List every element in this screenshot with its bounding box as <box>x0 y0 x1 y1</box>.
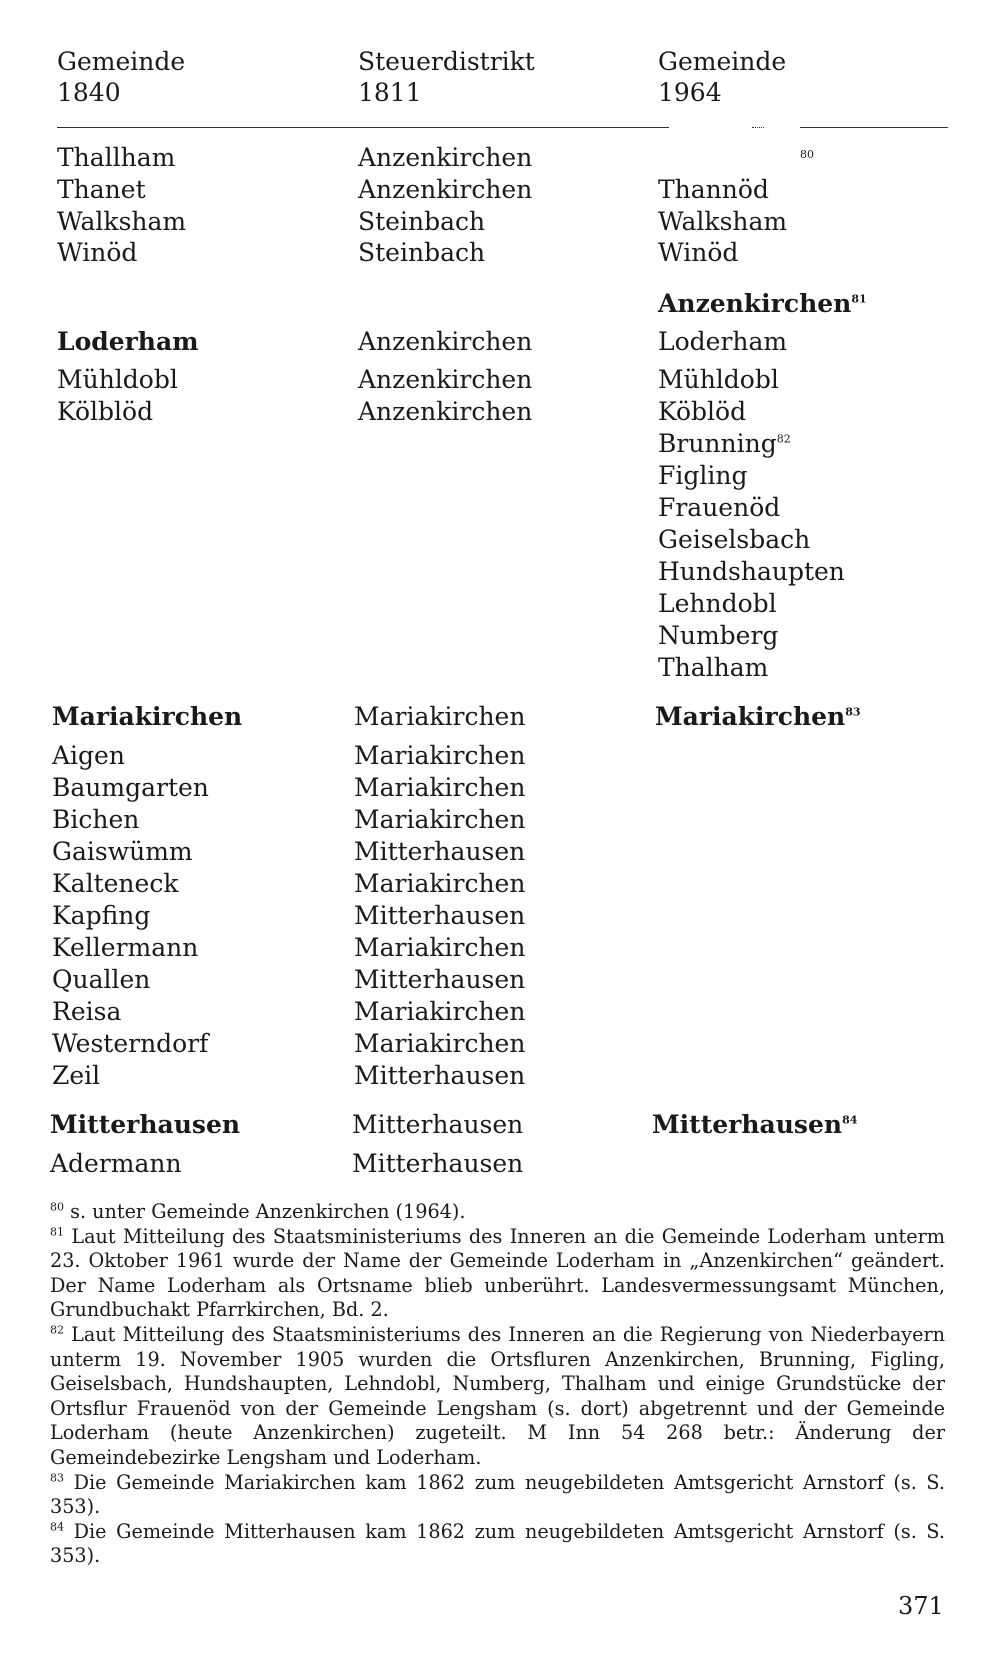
place-1840: Adermann <box>50 1149 182 1178</box>
footnote-number: 82 <box>50 1323 64 1337</box>
footnote-text: s. unter Gemeinde Anzenkirchen (1964). <box>70 1200 466 1223</box>
footnote-number: 84 <box>50 1520 64 1534</box>
place-1840: Winöd <box>57 238 138 267</box>
col1-header-line2: 1840 <box>57 78 121 107</box>
footnote-ref-83: 83 <box>845 705 861 719</box>
place-1840: Thanet <box>57 175 146 204</box>
page-number: 371 <box>898 1592 944 1620</box>
district-1811: Anzenkirchen <box>358 175 533 204</box>
place-1840: Zeil <box>52 1061 101 1090</box>
header-rule-right <box>800 127 948 128</box>
footnote-ref-80: 80 <box>800 148 814 161</box>
col2-header-line1: Steuerdistrikt <box>358 47 535 76</box>
place-1964: Geiselsbach <box>658 525 811 554</box>
place-1840: Aigen <box>52 741 125 770</box>
place-1840: Westerndorf <box>52 1029 209 1058</box>
district-1811: Mariakirchen <box>354 933 526 962</box>
place-1840: Kapfing <box>52 901 151 930</box>
district-1811: Mitterhausen <box>352 1149 524 1178</box>
municipality-1840-heading: Mariakirchen <box>52 702 243 731</box>
footnote-82 <box>50 1323 945 1471</box>
header-rule-left <box>57 127 669 128</box>
district-1811: Anzenkirchen <box>358 327 533 356</box>
place-1840: Thallham <box>57 143 176 172</box>
footnote-number: 81 <box>50 1225 64 1239</box>
municipality-1840-heading: Mitterhausen <box>50 1110 241 1139</box>
place-1964: Winöd <box>658 238 739 267</box>
district-1811: Mariakirchen <box>354 741 526 770</box>
district-1811: Mariakirchen <box>354 773 526 802</box>
municipality-1964-heading-text: Mitterhausen <box>652 1110 843 1139</box>
footnote-text: Laut Mitteilung des Staatsministeriums des Inneren an die Gemeinde Loderham unterm 23. Oktober 1961 wurde der Name der Gemeinde Loderham in „Anzenkirchen“ geändert. Der Name Loderham als Ortsname blieb unberührt. Landesvermessungsamt München, Grundbuchakt Pfarrkirchen, Bd. 2. <box>50 1224 945 1322</box>
place-1840: Walksham <box>57 207 187 236</box>
footnote-text: Die Gemeinde Mitterhausen kam 1862 zum neugebildeten Amtsgericht Arnstorf (s. S. 353). <box>50 1519 945 1568</box>
footnote-83 <box>50 1471 945 1520</box>
col1-header-line1: Gemeinde <box>57 47 186 76</box>
footnote-ref-81: 81 <box>851 292 867 306</box>
place-1840: Bichen <box>52 805 140 834</box>
municipality-1964-heading <box>655 702 861 732</box>
place-1840: Mühldobl <box>57 365 178 394</box>
district-1811: Anzenkirchen <box>358 365 533 394</box>
place-1840: Kalteneck <box>52 869 179 898</box>
district-1811: Mitterhausen <box>354 965 526 994</box>
place-1964: Figling <box>658 461 748 490</box>
footnote-ref-82: 82 <box>776 432 791 446</box>
place-1840: Reisa <box>52 997 122 1026</box>
place-1840: Quallen <box>52 965 151 994</box>
place-1964: Hundshaupten <box>658 557 845 586</box>
district-1811: Mariakirchen <box>354 702 526 731</box>
footnote-text: Die Gemeinde Mariakirchen kam 1862 zum neugebildeten Amtsgericht Arnstorf (s. S. 353). <box>50 1470 945 1519</box>
header-rule-dots <box>752 127 764 128</box>
footnote-84 <box>50 1520 945 1569</box>
municipality-1964-heading-text: Anzenkirchen <box>658 289 852 318</box>
footnote-ref-84: 84 <box>842 1113 858 1127</box>
place-1964: Köblöd <box>658 397 747 426</box>
municipality-1964-heading <box>652 1110 857 1140</box>
district-1811: Anzenkirchen <box>358 397 533 426</box>
place-1840: Gaiswümm <box>52 837 193 866</box>
footnote-number: 83 <box>50 1471 64 1485</box>
place-1840: Kölblöd <box>57 397 154 426</box>
district-1811: Steinbach <box>358 238 486 267</box>
place-1964: Loderham <box>658 327 788 356</box>
district-1811: Mitterhausen <box>354 1061 526 1090</box>
place-1964: Thannöd <box>658 175 769 204</box>
place-1964: Numberg <box>658 621 779 650</box>
place-1964: Thalham <box>658 653 769 682</box>
footnote-80 <box>50 1200 945 1225</box>
place-1964-with-ref <box>658 429 791 459</box>
district-1811: Steinbach <box>358 207 486 236</box>
footnote-text: Laut Mitteilung des Staatsministeriums des Inneren an die Regierung von Niederbayern unterm 19. November 1905 wurden die Ortsfluren Anzenkirchen, Brunning, Figling, Geiselsbach, Hundshaupten, Lehndobl, Numberg, Thalham und einige Grundstücke der Ortsflur Frauenöd von der Gemeinde Lengsham (s. dort) abgetrennt und der Gemeinde Loderham (heute Anzenkirchen) zugeteilt. M Inn 54 268 betr.: Änderung der Gemeindebezirke Lengsham und Loderham. <box>50 1322 945 1469</box>
place-1964: Frauenöd <box>658 493 781 522</box>
district-1811: Mariakirchen <box>354 997 526 1026</box>
district-1811: Mariakirchen <box>354 869 526 898</box>
district-1811: Mariakirchen <box>354 805 526 834</box>
place-1840: Kellermann <box>52 933 199 962</box>
col1-header <box>57 46 185 108</box>
district-1811: Mitterhausen <box>352 1110 524 1139</box>
footnotes <box>50 1200 945 1569</box>
footnote-number: 80 <box>50 1200 64 1214</box>
district-1811: Mariakirchen <box>354 1029 526 1058</box>
municipality-1840-heading: Loderham <box>57 327 199 356</box>
district-1811: Mitterhausen <box>354 901 526 930</box>
place-1964: Brunning <box>658 429 777 458</box>
col2-header <box>358 46 535 108</box>
col3-header-line2: 1964 <box>658 78 722 107</box>
place-1964: Walksham <box>658 207 788 236</box>
district-1811: Anzenkirchen <box>358 143 533 172</box>
place-1964: Lehndobl <box>658 589 777 618</box>
place-1964: Mühldobl <box>658 365 779 394</box>
district-1811: Mitterhausen <box>354 837 526 866</box>
col3-header <box>658 46 786 108</box>
col2-header-line2: 1811 <box>358 78 422 107</box>
municipality-1964-heading-text: Mariakirchen <box>655 702 846 731</box>
municipality-1964-heading <box>658 289 867 319</box>
footnote-81 <box>50 1225 945 1323</box>
place-1840: Baumgarten <box>52 773 209 802</box>
col3-header-line1: Gemeinde <box>658 47 787 76</box>
